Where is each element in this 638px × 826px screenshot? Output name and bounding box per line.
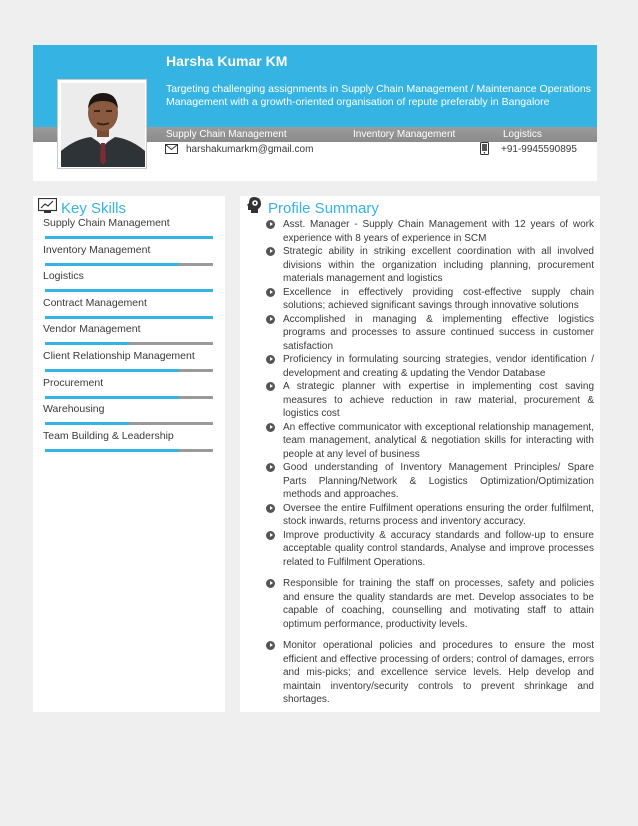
skill-level-fill [45, 422, 129, 425]
bullet-arrow-icon [266, 247, 275, 256]
skills-chart-icon [38, 198, 57, 213]
profile-photo [61, 83, 145, 167]
summary-item [266, 639, 594, 707]
summary-item [266, 313, 594, 354]
domain-inventory: Inventory Management [353, 129, 456, 140]
domain-supply-chain: Supply Chain Management [166, 129, 287, 140]
skill-level-bar [45, 263, 213, 266]
summary-item-text: Good understanding of Inventory Management Principles/ Spare Parts Planning/Network & Logistics Optimization/Optimization methods and approaches. [283, 462, 594, 500]
summary-item-text: Responsible for training the staff on processes, safety and policies and ensure the quality standards are met. Develop associates to be capable of coaching, counselling and motivating staff to attain optimum performance, productivity levels. [283, 578, 594, 630]
mail-icon [165, 144, 178, 154]
summary-item [266, 353, 594, 380]
phone-text: +91-9945590895 [501, 144, 577, 155]
career-objective: Targeting challenging assignments in Supply Chain Management / Maintenance Operations Management with a growth-oriented organisation of repute preferably in Bangalore [166, 83, 591, 108]
bullet-arrow-icon [266, 288, 275, 297]
head-gear-icon [246, 196, 262, 214]
skill-level-fill [45, 396, 179, 399]
skill-level-bar [45, 342, 213, 345]
skill-label: Team Building & Leadership [43, 429, 174, 442]
candidate-name: Harsha Kumar KM [166, 53, 288, 69]
bullet-arrow-icon [266, 423, 275, 432]
resume-header [33, 45, 597, 181]
summary-item-text: Monitor operational policies and procedures to ensure the most efficient and effective processing of orders; control of damages, errors and mis-picks; and excellence service levels. Help develop and maintain inventory/security controls to prevent shrinkage and shortages. [283, 640, 594, 705]
skill-level-bar [45, 236, 213, 239]
summary-item [266, 421, 594, 462]
skill-level-bar [45, 289, 213, 292]
bullet-arrow-icon [266, 531, 275, 540]
skill-label: Procurement [43, 376, 104, 389]
summary-item-text: Oversee the entire Fulfilment operations ensuring the order fulfilment, stock inwards, returns process and inventory accuracy. [283, 502, 594, 527]
summary-item-text: A strategic planner with expertise in implementing cost saving measures to achieve reduction in raw material, procurement & logistics cost [283, 381, 594, 419]
summary-item [266, 286, 594, 313]
summary-item-text: An effective communicator with exceptional relationship management, team management, analytical & negotiation skills for interacting with people at any level of business [283, 421, 594, 460]
skill-level-bar [45, 422, 213, 425]
bullet-arrow-icon [266, 355, 275, 364]
skill-label: Supply Chain Management [43, 217, 170, 229]
bullet-arrow-icon [266, 504, 275, 513]
summary-item [266, 461, 594, 502]
bullet-arrow-icon [266, 579, 275, 588]
summary-item-text: Asst. Manager - Supply Chain Management with 12 years of work experience with 8 years of experience in SCM [283, 219, 594, 244]
bullet-arrow-icon [266, 641, 275, 650]
bullet-arrow-icon [266, 315, 275, 324]
summary-item [266, 529, 594, 570]
skill-level-fill [45, 316, 213, 319]
summary-item-text: Excellence in effectively providing cost-effective supply chain solutions; achieved significant savings through innovative solutions [283, 286, 594, 311]
profile-photo-frame [57, 79, 147, 169]
key-skills-panel [33, 196, 225, 712]
bullet-arrow-icon [266, 463, 275, 472]
skill-level-bar [45, 449, 213, 452]
bullet-arrow-icon [266, 382, 275, 391]
skill-level-bar [45, 316, 213, 319]
profile-summary-list [266, 218, 594, 707]
summary-item [266, 502, 594, 529]
domain-logistics: Logistics [503, 129, 542, 140]
skill-label: Warehousing [43, 403, 105, 416]
summary-item-text: Accomplished in managing & implementing effective logistics programs and processes to assure continued success in customer satisfaction [283, 313, 594, 352]
summary-item-text: Strategic ability in striking excellent coordination with all involved divisions within the organization including planning, procurement materials management and logistics [283, 246, 594, 284]
summary-item [266, 577, 594, 631]
phone-icon [480, 142, 489, 155]
skill-level-fill [45, 263, 179, 266]
skill-level-fill [45, 449, 179, 452]
key-skills-title: Key Skills [61, 200, 127, 217]
skill-level-fill [45, 289, 213, 292]
summary-item-text: Proficiency in formulating sourcing strategies, vendor identification / development and creating & updating the Vendor Database [283, 354, 594, 379]
summary-item-text: Improve productivity & accuracy standards and follow-up to ensure acceptable quality control standards, Analyse and improve processes related to Fulfilment Operations. [283, 529, 594, 568]
email-text: harshakumarkm@gmail.com [186, 144, 314, 155]
skill-level-fill [45, 342, 129, 345]
summary-item [266, 218, 594, 245]
skill-level-bar [45, 369, 213, 372]
skill-level-bar [45, 396, 213, 399]
summary-item [266, 380, 594, 421]
skill-label: Client Relationship Management [43, 350, 195, 362]
profile-summary-panel [240, 196, 600, 712]
skill-label: Inventory Management [43, 243, 151, 256]
skill-level-fill [45, 236, 213, 239]
skill-label: Logistics [43, 270, 84, 283]
profile-summary-title: Profile Summary [268, 200, 379, 217]
skill-level-fill [45, 369, 179, 372]
bullet-arrow-icon [266, 220, 275, 229]
summary-item [266, 245, 594, 286]
skill-label: Vendor Management [43, 323, 141, 336]
skill-label: Contract Management [43, 296, 147, 309]
